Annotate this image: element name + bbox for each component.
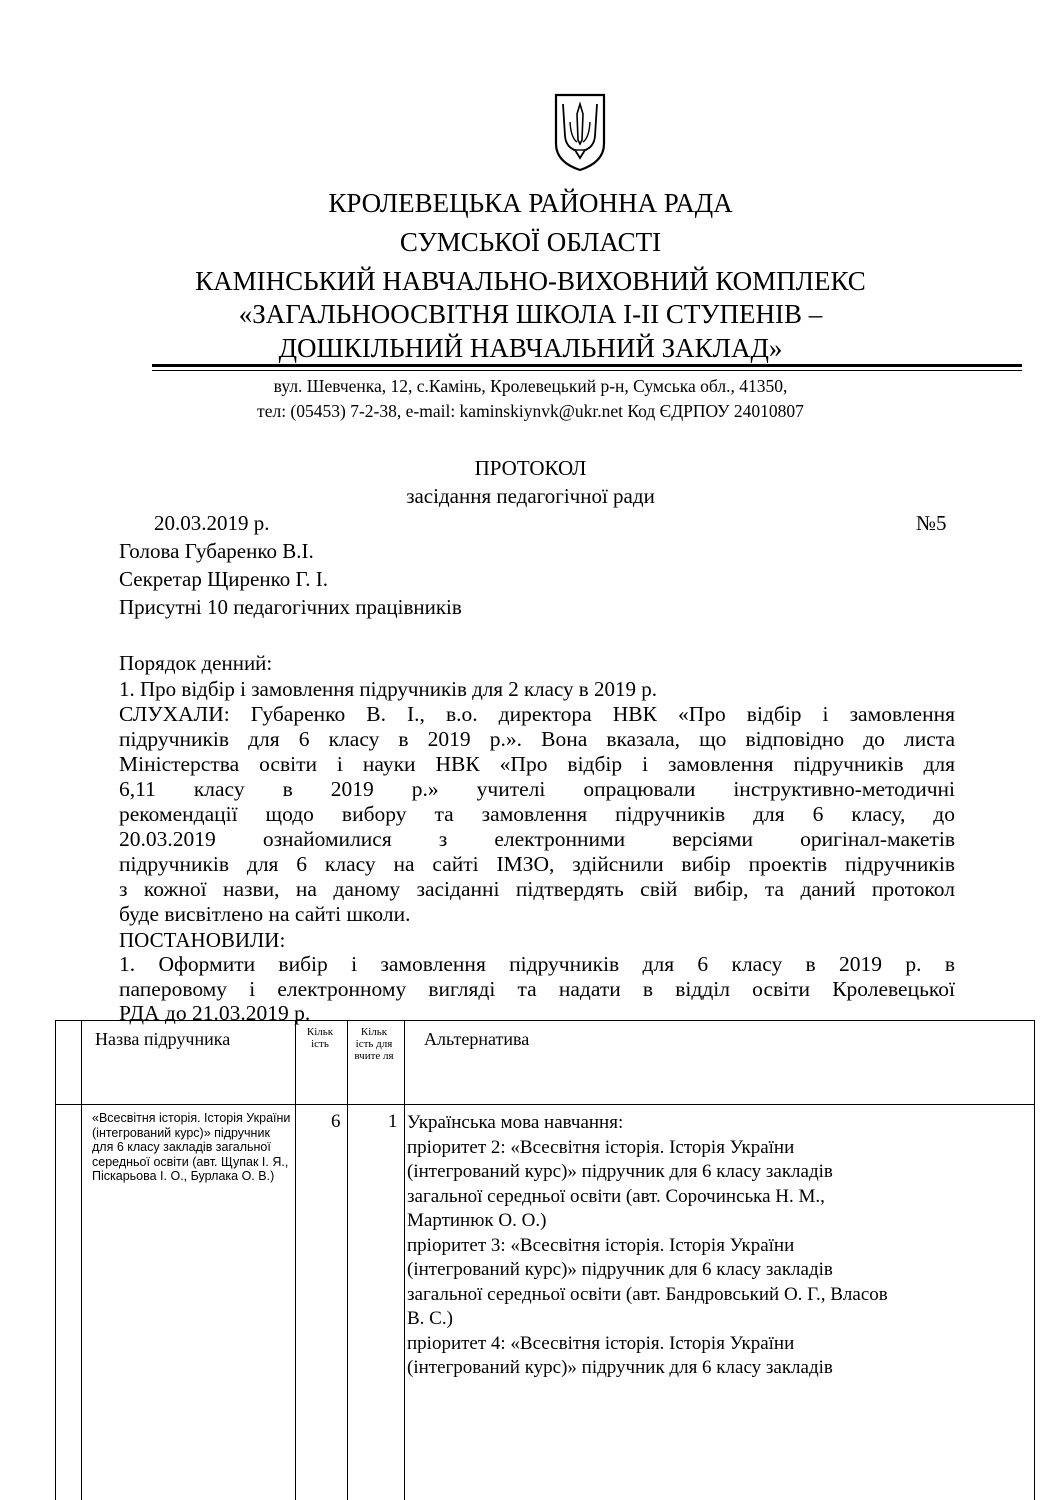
protocol-title: ПРОТОКОЛ — [474, 456, 587, 480]
header-rule-thick — [152, 364, 1022, 367]
present: Присутні 10 педагогічних працівників — [119, 595, 462, 619]
table-cell-alt-line: пріоритет 2: «Всесвітня історія. Історія України — [407, 1136, 795, 1158]
table-header-alt: Альтернатива — [424, 1029, 530, 1049]
secretary: Секретар Щиренко Г. І. — [119, 567, 328, 591]
resolved-heading: ПОСТАНОВИЛИ: — [119, 928, 286, 952]
header-line-2: СУМСЬКОЇ ОБЛАСТІ — [399, 227, 662, 257]
heard-line: 20.03.2019 ознайомилися з електронними версіями оригінал-макетів — [119, 827, 955, 851]
resolved-line: паперовому і електронному вигляді та надати в відділ освіти Кролевецької — [119, 977, 955, 1001]
table-cell-alt-line: загальної середньої освіти (авт. Сорочинська Н. М., — [407, 1185, 825, 1207]
table-header-qty: Кільк ість — [306, 1026, 334, 1050]
table-cell-alt-line: Українська мова навчання: — [407, 1112, 624, 1133]
header-line-4: «ЗАГАЛЬНООСВІТНЯ ШКОЛА І-ІІ СТУПЕНІВ – — [238, 299, 823, 329]
header-line-3: КАМІНСЬКИЙ НАВЧАЛЬНО-ВИХОВНИЙ КОМПЛЕКС — [195, 266, 866, 296]
table-cell-alt-line: В. С.) — [407, 1308, 453, 1329]
heard-line: підручників для 6 класу на сайті ІМЗО, здійснили вибір проектів підручників — [119, 852, 955, 876]
table-cell-qty: 6 — [331, 1111, 341, 1132]
heard-line: рекомендації щодо вибору та замовлення підручників для 6 класу, до — [119, 802, 955, 826]
address-line-1: вул. Шевченка, 12, с.Камінь, Кролевецький р-н, Сумська обл., 41350, — [273, 376, 788, 396]
table-header-name: Назва підручника — [95, 1029, 231, 1049]
resolved-line: 1. Оформити вибір і замовлення підручників для 6 класу в 2019 р. в — [119, 952, 955, 976]
table-cell-alt-line: пріоритет 3: «Всесвітня історія. Історія України — [407, 1234, 795, 1256]
header-line-1: КРОЛЕВЕЦЬКА РАЙОННА РАДА — [328, 188, 733, 218]
agenda-heading: Порядок денний: — [119, 651, 273, 675]
table-cell-alt-line: (інтегрований курс)» підручник для 6 класу закладів — [407, 1357, 833, 1378]
protocol-date: 20.03.2019 р. — [154, 511, 270, 535]
chair: Голова Губаренко В.І. — [119, 539, 314, 563]
heard-line: підручників для 6 класу в 2019 р.». Вона вказала, що відповідно до листа — [119, 727, 955, 751]
header-line-5: ДОШКІЛЬНИЙ НАВЧАЛЬНИЙ ЗАКЛАД» — [278, 333, 783, 363]
heard-line: з кожної назви, на даному засіданні підтвердять свій вибір, та даний протокол — [119, 877, 955, 901]
heard-line: СЛУХАЛИ: Губаренко В. І., в.о. директора НВК «Про відбір і замовлення — [119, 702, 955, 726]
table-cell-name: «Всесвітня історія. Історія України (інтегрований курс)» підручник для 6 класу закладів загальної середньої освіти (авт. Щупак І. Я., Піскарьова І. О., Бурлака О. В.) — [92, 1111, 291, 1183]
address-line-2: тел: (05453) 7-2-38, e-mail: kaminskiynvk@ukr.net Код ЄДРПОУ 24010807 — [257, 401, 804, 421]
textbook-table — [55, 1020, 1035, 1500]
header-rule-thin — [152, 370, 1022, 371]
heard-line: буде висвітлено на сайті школи. — [119, 902, 411, 926]
protocol-subtitle: засідання педагогічної ради — [406, 484, 655, 508]
protocol-number: №5 — [916, 511, 947, 535]
table-cell-alt-line: загальної середньої освіти (авт. Бандровський О. Г., Власов — [407, 1283, 888, 1305]
coat-of-arms-icon — [553, 92, 607, 172]
table-cell-alt-line: (інтегрований курс)» підручник для 6 класу закладів — [407, 1259, 833, 1280]
heard-line: 6,11 класу в 2019 р.» учителі опрацювали інструктивно-методичні — [119, 777, 955, 801]
resolved-line: РДА до 21.03.2019 р. — [119, 1001, 311, 1025]
table-cell-alt-line: (інтегрований курс)» підручник для 6 класу закладів — [407, 1161, 833, 1182]
table-cell-alt-line: пріоритет 4: «Всесвітня історія. Історія України — [407, 1332, 795, 1354]
heard-line: Міністерства освіти і науки НВК «Про відбір і замовлення підручників для — [119, 752, 955, 776]
table-cell-alt-line: Мартинюк О. О.) — [407, 1210, 547, 1231]
agenda-item: 1. Про відбір і замовлення підручників для 2 класу в 2019 р. — [119, 677, 657, 701]
table-header-qty-teacher: Кільк ість для вчите ля — [354, 1026, 394, 1062]
table-cell-qty-teacher: 1 — [388, 1111, 398, 1132]
